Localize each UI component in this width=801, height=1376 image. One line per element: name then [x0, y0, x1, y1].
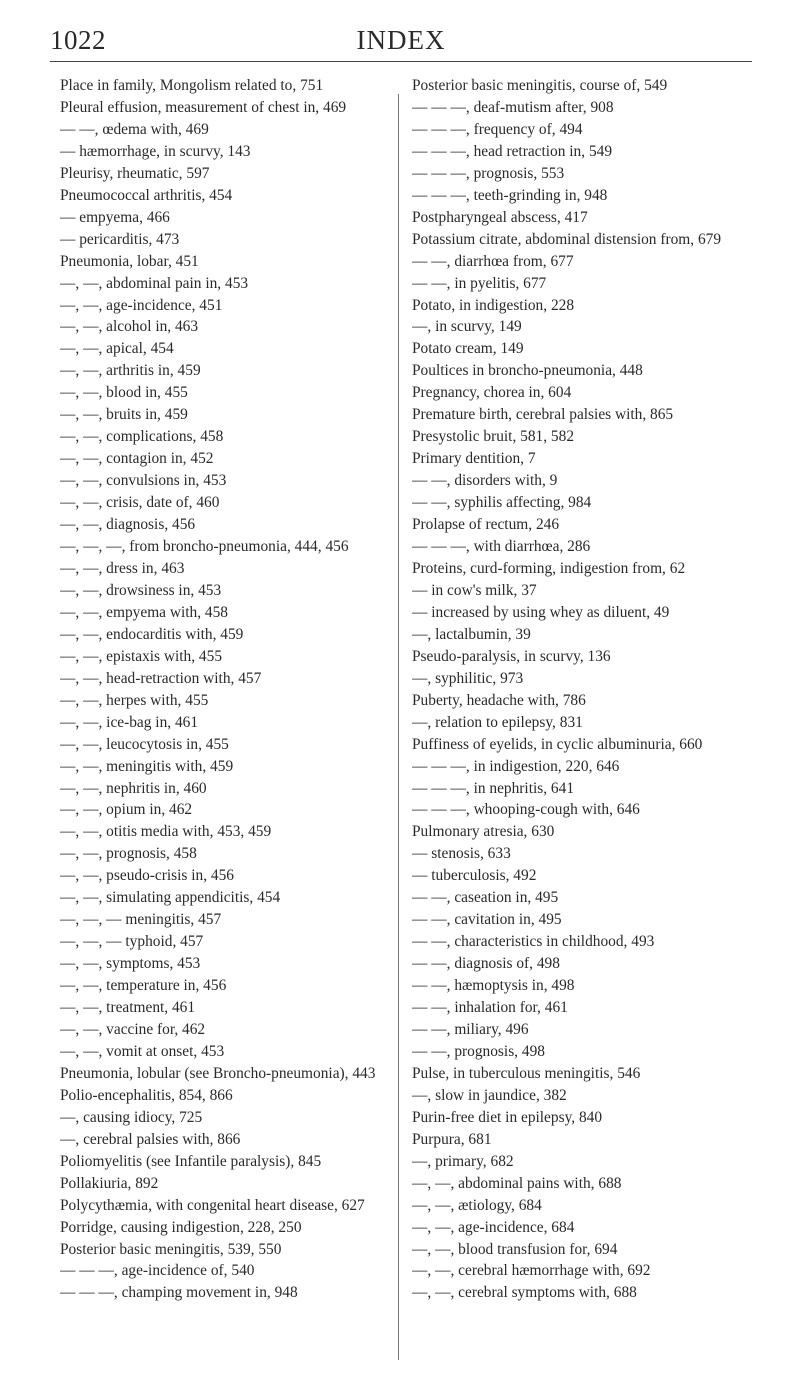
index-entry: Poliomyelitis (see Infantile paralysis), 845 [60, 1152, 322, 1170]
index-entry: Polio-encephalitis, 854, 866 [60, 1086, 233, 1104]
index-entry: — —, caseation in, 495 [412, 889, 559, 907]
index-entry: — —, miliary, 496 [412, 1020, 529, 1038]
index-entry: Porridge, causing indigestion, 228, 250 [60, 1218, 302, 1236]
index-entry: —, —, prognosis, 458 [60, 845, 197, 863]
index-entry: Pneumonia, lobar, 451 [60, 252, 199, 270]
index-entry: —, —, endocarditis with, 459 [60, 625, 244, 643]
page-header [50, 22, 752, 58]
index-entry: — —, syphilis affecting, 984 [412, 494, 592, 512]
index-entry: —, —, ætiology, 684 [412, 1196, 542, 1214]
index-entry: —, —, — meningitis, 457 [60, 911, 222, 929]
index-entry: —, relation to epilepsy, 831 [412, 713, 583, 731]
index-entry: —, —, vaccine for, 462 [60, 1020, 206, 1038]
index-entry: Prolapse of rectum, 246 [412, 516, 560, 534]
index-entry: — — —, in indigestion, 220, 646 [412, 757, 620, 775]
index-entry: —, in scurvy, 149 [412, 318, 522, 336]
index-entry: — — —, head retraction in, 549 [412, 142, 613, 160]
index-entry: Potato, in indigestion, 228 [412, 296, 575, 314]
index-entry: — —, cavitation in, 495 [412, 911, 562, 929]
index-entry: —, —, blood in, 455 [60, 384, 188, 402]
index-entry: —, —, head-retraction with, 457 [60, 669, 262, 687]
index-entry: —, cerebral palsies with, 866 [60, 1130, 241, 1148]
header-rule [50, 61, 752, 62]
index-entry: —, —, contagion in, 452 [60, 450, 214, 468]
index-entry: —, causing idiocy, 725 [60, 1108, 203, 1126]
index-entry: —, —, bruits in, 459 [60, 406, 188, 424]
index-entry: Poultices in broncho-pneumonia, 448 [412, 362, 643, 380]
index-entry: Pneumococcal arthritis, 454 [60, 186, 233, 204]
index-entry: — pericarditis, 473 [60, 230, 180, 248]
index-entry: — — —, prognosis, 553 [412, 164, 565, 182]
index-entry: — empyema, 466 [60, 208, 170, 226]
index-entry: —, —, diagnosis, 456 [60, 516, 196, 534]
index-entry: Pleural effusion, measurement of chest in, 469 [60, 98, 347, 116]
index-column-left [60, 75, 388, 1365]
index-entry: Polycythæmia, with congenital heart disease, 627 [60, 1196, 365, 1214]
index-entry: Posterior basic meningitis, course of, 549 [412, 77, 668, 94]
index-entry: —, —, alcohol in, 463 [60, 318, 199, 336]
index-entry: — — —, in nephritis, 641 [412, 779, 575, 797]
index-entry: —, —, crisis, date of, 460 [60, 494, 220, 512]
index-entry: Pseudo-paralysis, in scurvy, 136 [412, 647, 611, 665]
index-entry: — —, œdema with, 469 [60, 120, 209, 138]
index-entry: —, —, arthritis in, 459 [60, 362, 201, 380]
index-entry: — — —, with diarrhœa, 286 [412, 538, 591, 556]
index-entry: —, —, nephritis in, 460 [60, 779, 207, 797]
index-entry: — — —, frequency of, 494 [412, 120, 583, 138]
index-entry: —, syphilitic, 973 [412, 669, 524, 687]
index-entry: — —, diagnosis of, 498 [412, 955, 560, 973]
index-entry: Puberty, headache with, 786 [412, 691, 586, 709]
index-entry: — — —, age-incidence of, 540 [60, 1262, 255, 1280]
index-entry: Purin-free diet in epilepsy, 840 [412, 1108, 603, 1126]
index-entry: —, —, cerebral symptoms with, 688 [412, 1284, 637, 1302]
index-entry: Postpharyngeal abscess, 417 [412, 208, 588, 226]
index-entry: — — —, whooping-cough with, 646 [412, 801, 640, 819]
index-entry: —, —, herpes with, 455 [60, 691, 209, 709]
index-entry: —, —, age-incidence, 684 [412, 1218, 575, 1236]
index-entry: Presystolic bruit, 581, 582 [412, 428, 575, 446]
index-entry: Purpura, 681 [412, 1130, 492, 1148]
index-entry: —, —, abdominal pains with, 688 [412, 1174, 622, 1192]
index-entry: Pulse, in tuberculous meningitis, 546 [412, 1064, 641, 1082]
index-entry: — —, disorders with, 9 [412, 472, 558, 490]
index-entry: —, —, simulating appendicitis, 454 [60, 889, 281, 907]
index-entry: —, lactalbumin, 39 [412, 625, 531, 643]
index-entry: Pleurisy, rheumatic, 597 [60, 164, 210, 182]
index-entry: —, —, vomit at onset, 453 [60, 1042, 225, 1060]
page-title: INDEX [356, 25, 446, 55]
index-entry: —, —, cerebral hæmorrhage with, 692 [412, 1262, 651, 1280]
index-entry: — — —, deaf-mutism after, 908 [412, 98, 614, 116]
index-entry: —, —, ice-bag in, 461 [60, 713, 199, 731]
page-number: 1022 [50, 25, 106, 55]
index-entry: —, —, drowsiness in, 453 [60, 581, 222, 599]
index-entry: Pollakiuria, 892 [60, 1174, 159, 1192]
index-entry: —, —, abdominal pain in, 453 [60, 274, 249, 292]
index-entry: —, —, apical, 454 [60, 340, 174, 358]
index-entry: — stenosis, 633 [412, 845, 511, 863]
index-entry: —, —, dress in, 463 [60, 559, 185, 577]
index-entry: — — —, teeth-grinding in, 948 [412, 186, 608, 204]
index-entry: —, slow in jaundice, 382 [412, 1086, 567, 1104]
index-entry: Pneumonia, lobular (see Broncho-pneumonia), 443 [60, 1064, 376, 1082]
index-entry: —, —, —, from broncho-pneumonia, 444, 456 [60, 538, 349, 556]
index-entry: — —, characteristics in childhood, 493 [412, 933, 655, 951]
index-entry: —, —, age-incidence, 451 [60, 296, 223, 314]
index-entry: — —, inhalation for, 461 [412, 999, 568, 1017]
index-entry: — —, hæmoptysis in, 498 [412, 977, 575, 995]
index-entry: — —, prognosis, 498 [412, 1042, 545, 1060]
index-entry: —, —, pseudo-crisis in, 456 [60, 867, 234, 885]
index-entry: Premature birth, cerebral palsies with, 865 [412, 406, 674, 424]
index-entry: —, —, otitis media with, 453, 459 [60, 823, 272, 841]
index-entry: —, —, meningitis with, 459 [60, 757, 234, 775]
index-entry: — hæmorrhage, in scurvy, 143 [60, 142, 251, 160]
index-entry: —, —, blood transfusion for, 694 [412, 1240, 618, 1258]
index-entry: Pregnancy, chorea in, 604 [412, 384, 572, 402]
index-entry: —, —, opium in, 462 [60, 801, 193, 819]
index-entry: —, —, treatment, 461 [60, 999, 196, 1017]
index-entry: —, —, leucocytosis in, 455 [60, 735, 229, 753]
index-entry: —, —, empyema with, 458 [60, 603, 228, 621]
index-entry: —, —, symptoms, 453 [60, 955, 201, 973]
index-entry: Posterior basic meningitis, 539, 550 [60, 1240, 282, 1258]
index-entry: — increased by using whey as diluent, 49 [412, 603, 670, 621]
index-entry: —, primary, 682 [412, 1152, 514, 1170]
index-entry: — — —, champing movement in, 948 [60, 1284, 298, 1302]
index-entry: —, —, complications, 458 [60, 428, 224, 446]
index-entry: Proteins, curd-forming, indigestion from, 62 [412, 559, 686, 577]
index-entry: — in cow's milk, 37 [412, 581, 537, 599]
column-divider [398, 94, 399, 1360]
index-entry: —, —, epistaxis with, 455 [60, 647, 223, 665]
index-entry: —, —, — typhoid, 457 [60, 933, 204, 951]
index-entry: —, —, temperature in, 456 [60, 977, 227, 995]
index-entry: Place in family, Mongolism related to, 751 [60, 77, 324, 94]
index-column-right [412, 75, 746, 1365]
index-entry: —, —, convulsions in, 453 [60, 472, 227, 490]
index-entry: Primary dentition, 7 [412, 450, 536, 468]
index-entry: Potato cream, 149 [412, 340, 524, 358]
index-entry: — tuberculosis, 492 [412, 867, 537, 885]
index-entry: Pulmonary atresia, 630 [412, 823, 555, 841]
index-entry: — —, diarrhœa from, 677 [412, 252, 574, 270]
index-entry: Puffiness of eyelids, in cyclic albuminuria, 660 [412, 735, 703, 753]
index-entry: — —, in pyelitis, 677 [412, 274, 547, 292]
index-entry: Potassium citrate, abdominal distension from, 679 [412, 230, 722, 248]
